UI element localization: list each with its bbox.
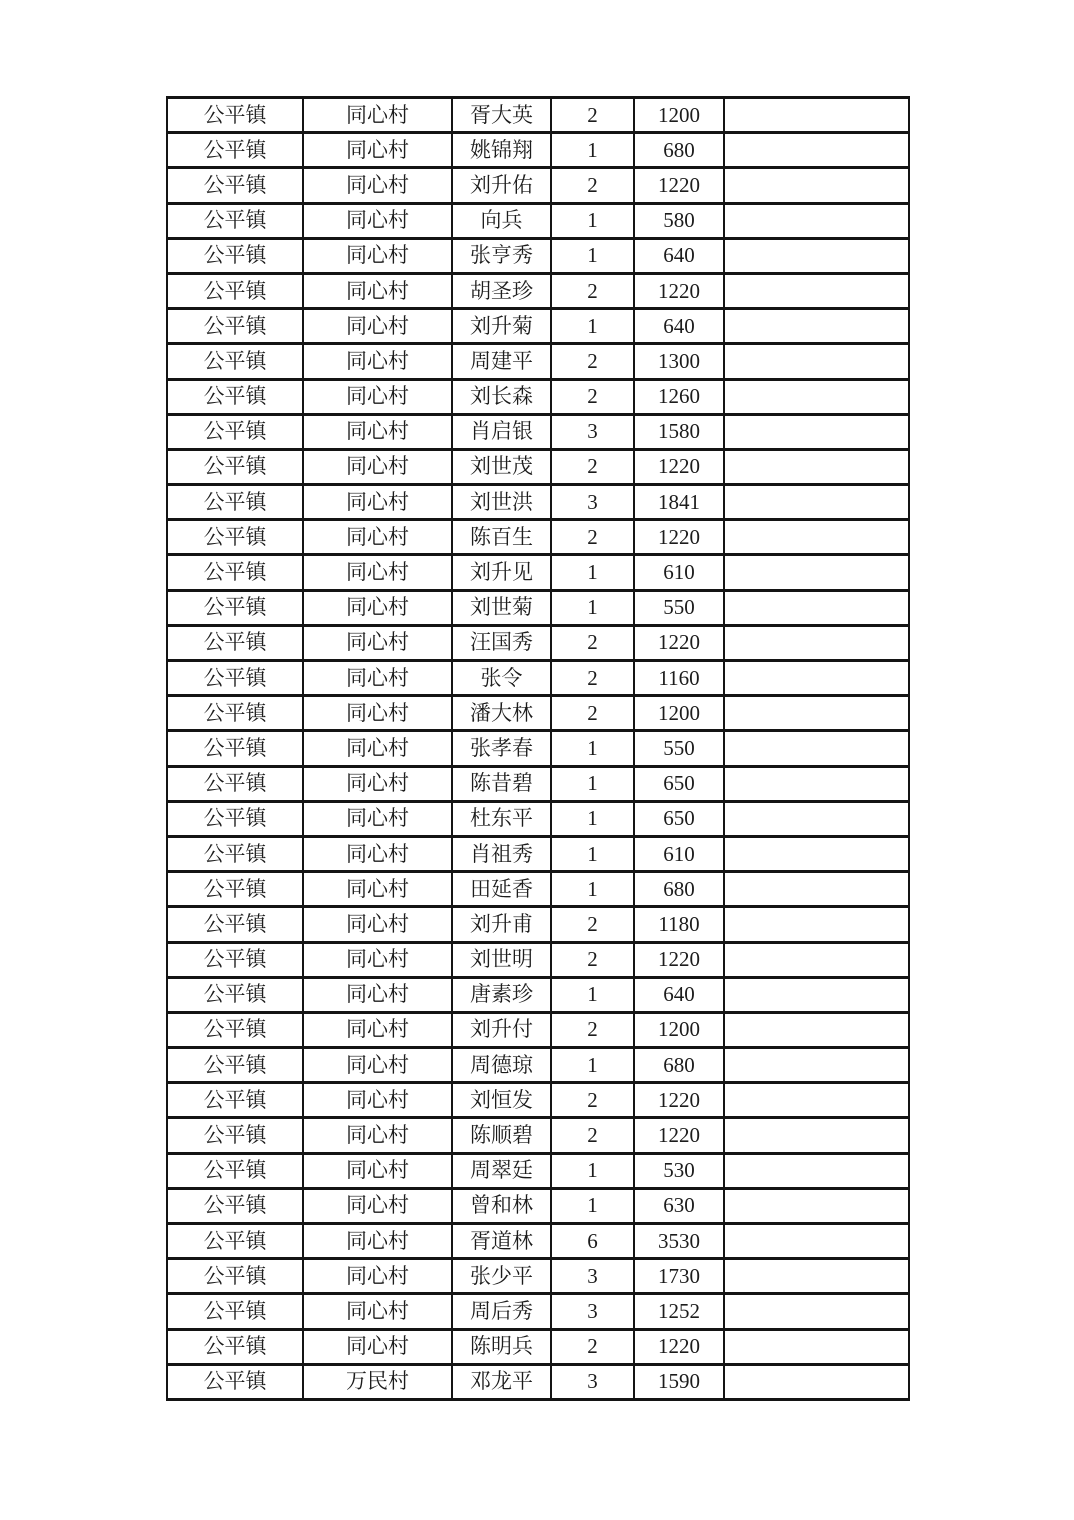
cell-person-name: 周建平: [452, 344, 551, 379]
cell-note: [724, 907, 909, 942]
cell-amount: 1200: [634, 696, 724, 731]
table-row: [167, 766, 909, 801]
cell-amount: 680: [634, 1048, 724, 1083]
cell-village: 万民村: [303, 1364, 452, 1399]
cell-amount: 550: [634, 590, 724, 625]
cell-amount: 1200: [634, 1012, 724, 1047]
table-row: [167, 414, 909, 449]
cell-people-count: 6: [551, 1224, 634, 1259]
cell-note: [724, 590, 909, 625]
cell-note: [724, 344, 909, 379]
cell-person-name: 曾和林: [452, 1188, 551, 1223]
table-row: [167, 238, 909, 273]
records-table: [166, 96, 910, 1401]
cell-note: [724, 133, 909, 168]
table-row: [167, 309, 909, 344]
cell-village: 同心村: [303, 133, 452, 168]
cell-people-count: 2: [551, 520, 634, 555]
cell-person-name: 邓龙平: [452, 1364, 551, 1399]
cell-village: 同心村: [303, 273, 452, 308]
cell-person-name: 杜东平: [452, 801, 551, 836]
cell-amount: 1160: [634, 661, 724, 696]
cell-village: 同心村: [303, 1153, 452, 1188]
cell-people-count: 3: [551, 414, 634, 449]
cell-amount: 1220: [634, 1083, 724, 1118]
cell-people-count: 2: [551, 625, 634, 660]
cell-town: 公平镇: [167, 801, 303, 836]
cell-note: [724, 1153, 909, 1188]
cell-people-count: 1: [551, 872, 634, 907]
cell-person-name: 张令: [452, 661, 551, 696]
cell-town: 公平镇: [167, 379, 303, 414]
table-row: [167, 1188, 909, 1223]
cell-village: 同心村: [303, 485, 452, 520]
cell-note: [724, 238, 909, 273]
cell-person-name: 陈昔碧: [452, 766, 551, 801]
cell-person-name: 张亨秀: [452, 238, 551, 273]
cell-village: 同心村: [303, 1118, 452, 1153]
cell-people-count: 3: [551, 485, 634, 520]
table-row: [167, 485, 909, 520]
cell-village: 同心村: [303, 1012, 452, 1047]
cell-note: [724, 625, 909, 660]
cell-people-count: 2: [551, 449, 634, 484]
cell-village: 同心村: [303, 1224, 452, 1259]
cell-note: [724, 696, 909, 731]
cell-amount: 1220: [634, 168, 724, 203]
cell-people-count: 2: [551, 1118, 634, 1153]
cell-town: 公平镇: [167, 485, 303, 520]
cell-amount: 1590: [634, 1364, 724, 1399]
cell-note: [724, 98, 909, 133]
cell-note: [724, 872, 909, 907]
cell-people-count: 2: [551, 1083, 634, 1118]
cell-person-name: 刘世菊: [452, 590, 551, 625]
cell-town: 公平镇: [167, 520, 303, 555]
cell-note: [724, 942, 909, 977]
cell-person-name: 刘升菊: [452, 309, 551, 344]
cell-people-count: 1: [551, 590, 634, 625]
cell-person-name: 刘世洪: [452, 485, 551, 520]
cell-town: 公平镇: [167, 133, 303, 168]
cell-people-count: 1: [551, 1153, 634, 1188]
cell-people-count: 2: [551, 661, 634, 696]
cell-people-count: 2: [551, 942, 634, 977]
cell-town: 公平镇: [167, 414, 303, 449]
table-row: [167, 590, 909, 625]
cell-person-name: 刘世明: [452, 942, 551, 977]
cell-village: 同心村: [303, 766, 452, 801]
cell-person-name: 肖启银: [452, 414, 551, 449]
table-row: [167, 731, 909, 766]
cell-note: [724, 1259, 909, 1294]
cell-village: 同心村: [303, 98, 452, 133]
cell-town: 公平镇: [167, 1083, 303, 1118]
cell-amount: 680: [634, 872, 724, 907]
table-row: [167, 273, 909, 308]
cell-note: [724, 1364, 909, 1399]
cell-town: 公平镇: [167, 1012, 303, 1047]
cell-village: 同心村: [303, 801, 452, 836]
table-row: [167, 1224, 909, 1259]
cell-note: [724, 1118, 909, 1153]
table-row: [167, 555, 909, 590]
cell-village: 同心村: [303, 942, 452, 977]
cell-amount: 640: [634, 977, 724, 1012]
cell-town: 公平镇: [167, 309, 303, 344]
cell-village: 同心村: [303, 1083, 452, 1118]
cell-people-count: 1: [551, 801, 634, 836]
cell-people-count: 2: [551, 168, 634, 203]
cell-village: 同心村: [303, 203, 452, 238]
cell-town: 公平镇: [167, 1364, 303, 1399]
cell-people-count: 2: [551, 273, 634, 308]
cell-town: 公平镇: [167, 273, 303, 308]
cell-town: 公平镇: [167, 590, 303, 625]
cell-person-name: 周翠廷: [452, 1153, 551, 1188]
cell-note: [724, 168, 909, 203]
cell-town: 公平镇: [167, 1224, 303, 1259]
cell-town: 公平镇: [167, 238, 303, 273]
cell-amount: 680: [634, 133, 724, 168]
cell-village: 同心村: [303, 661, 452, 696]
cell-amount: 650: [634, 766, 724, 801]
cell-town: 公平镇: [167, 1259, 303, 1294]
cell-village: 同心村: [303, 731, 452, 766]
cell-amount: 610: [634, 555, 724, 590]
cell-town: 公平镇: [167, 696, 303, 731]
cell-village: 同心村: [303, 555, 452, 590]
cell-village: 同心村: [303, 1188, 452, 1223]
cell-note: [724, 1329, 909, 1364]
cell-town: 公平镇: [167, 625, 303, 660]
cell-person-name: 潘大林: [452, 696, 551, 731]
table-row: [167, 203, 909, 238]
cell-person-name: 周德琼: [452, 1048, 551, 1083]
cell-amount: 1220: [634, 1118, 724, 1153]
cell-amount: 1260: [634, 379, 724, 414]
cell-town: 公平镇: [167, 1153, 303, 1188]
cell-note: [724, 731, 909, 766]
cell-town: 公平镇: [167, 168, 303, 203]
cell-amount: 630: [634, 1188, 724, 1223]
cell-town: 公平镇: [167, 766, 303, 801]
cell-people-count: 2: [551, 1329, 634, 1364]
cell-person-name: 胥大英: [452, 98, 551, 133]
cell-people-count: 1: [551, 1188, 634, 1223]
cell-village: 同心村: [303, 449, 452, 484]
cell-note: [724, 203, 909, 238]
cell-amount: 1220: [634, 625, 724, 660]
cell-people-count: 3: [551, 1364, 634, 1399]
cell-town: 公平镇: [167, 344, 303, 379]
cell-amount: 1300: [634, 344, 724, 379]
cell-town: 公平镇: [167, 555, 303, 590]
cell-people-count: 2: [551, 98, 634, 133]
table-row: [167, 1259, 909, 1294]
cell-village: 同心村: [303, 907, 452, 942]
cell-village: 同心村: [303, 836, 452, 871]
cell-town: 公平镇: [167, 1294, 303, 1329]
cell-person-name: 陈百生: [452, 520, 551, 555]
cell-person-name: 唐素珍: [452, 977, 551, 1012]
cell-amount: 1220: [634, 1329, 724, 1364]
cell-person-name: 汪国秀: [452, 625, 551, 660]
cell-amount: 1730: [634, 1259, 724, 1294]
cell-town: 公平镇: [167, 1118, 303, 1153]
cell-town: 公平镇: [167, 98, 303, 133]
cell-people-count: 1: [551, 1048, 634, 1083]
table-row: [167, 449, 909, 484]
table-row: [167, 1294, 909, 1329]
cell-person-name: 刘长森: [452, 379, 551, 414]
cell-people-count: 1: [551, 238, 634, 273]
table-row: [167, 872, 909, 907]
cell-note: [724, 520, 909, 555]
table-row: [167, 520, 909, 555]
cell-village: 同心村: [303, 977, 452, 1012]
cell-note: [724, 1048, 909, 1083]
cell-amount: 1200: [634, 98, 724, 133]
cell-amount: 640: [634, 238, 724, 273]
cell-note: [724, 273, 909, 308]
cell-person-name: 陈顺碧: [452, 1118, 551, 1153]
cell-people-count: 1: [551, 766, 634, 801]
cell-note: [724, 1294, 909, 1329]
cell-note: [724, 1083, 909, 1118]
cell-village: 同心村: [303, 379, 452, 414]
table-row: [167, 1118, 909, 1153]
cell-village: 同心村: [303, 1329, 452, 1364]
cell-town: 公平镇: [167, 1188, 303, 1223]
cell-amount: 530: [634, 1153, 724, 1188]
cell-village: 同心村: [303, 696, 452, 731]
cell-town: 公平镇: [167, 836, 303, 871]
cell-people-count: 1: [551, 977, 634, 1012]
cell-people-count: 2: [551, 379, 634, 414]
table-row: [167, 696, 909, 731]
cell-village: 同心村: [303, 872, 452, 907]
cell-amount: 640: [634, 309, 724, 344]
cell-town: 公平镇: [167, 661, 303, 696]
cell-amount: 3530: [634, 1224, 724, 1259]
cell-people-count: 1: [551, 203, 634, 238]
cell-town: 公平镇: [167, 1048, 303, 1083]
cell-people-count: 2: [551, 344, 634, 379]
cell-people-count: 1: [551, 836, 634, 871]
table-row: [167, 625, 909, 660]
cell-person-name: 刘升见: [452, 555, 551, 590]
cell-people-count: 2: [551, 696, 634, 731]
cell-note: [724, 1224, 909, 1259]
cell-village: 同心村: [303, 414, 452, 449]
cell-village: 同心村: [303, 344, 452, 379]
table-row: [167, 977, 909, 1012]
cell-note: [724, 977, 909, 1012]
cell-village: 同心村: [303, 590, 452, 625]
table-row: [167, 836, 909, 871]
table-row: [167, 133, 909, 168]
cell-people-count: 1: [551, 555, 634, 590]
cell-people-count: 2: [551, 907, 634, 942]
cell-people-count: 1: [551, 133, 634, 168]
cell-note: [724, 309, 909, 344]
cell-person-name: 姚锦翔: [452, 133, 551, 168]
cell-village: 同心村: [303, 625, 452, 660]
cell-village: 同心村: [303, 1294, 452, 1329]
cell-people-count: 2: [551, 1012, 634, 1047]
cell-note: [724, 555, 909, 590]
cell-people-count: 1: [551, 731, 634, 766]
cell-town: 公平镇: [167, 907, 303, 942]
cell-amount: 610: [634, 836, 724, 871]
cell-note: [724, 379, 909, 414]
cell-town: 公平镇: [167, 203, 303, 238]
cell-village: 同心村: [303, 238, 452, 273]
cell-town: 公平镇: [167, 449, 303, 484]
table-row: [167, 1048, 909, 1083]
cell-person-name: 刘升甫: [452, 907, 551, 942]
table-row: [167, 1153, 909, 1188]
table-row: [167, 907, 909, 942]
cell-person-name: 肖祖秀: [452, 836, 551, 871]
cell-village: 同心村: [303, 1048, 452, 1083]
cell-person-name: 刘升佑: [452, 168, 551, 203]
table-row: [167, 1364, 909, 1399]
cell-note: [724, 1188, 909, 1223]
cell-note: [724, 801, 909, 836]
cell-person-name: 张少平: [452, 1259, 551, 1294]
cell-person-name: 刘升付: [452, 1012, 551, 1047]
cell-note: [724, 485, 909, 520]
cell-amount: 1220: [634, 273, 724, 308]
cell-person-name: 刘恒发: [452, 1083, 551, 1118]
cell-person-name: 刘世茂: [452, 449, 551, 484]
table-row: [167, 1012, 909, 1047]
cell-amount: 580: [634, 203, 724, 238]
cell-note: [724, 661, 909, 696]
cell-town: 公平镇: [167, 942, 303, 977]
cell-note: [724, 414, 909, 449]
cell-person-name: 胡圣珍: [452, 273, 551, 308]
cell-amount: 1220: [634, 449, 724, 484]
cell-amount: 1220: [634, 520, 724, 555]
cell-town: 公平镇: [167, 731, 303, 766]
cell-people-count: 1: [551, 309, 634, 344]
cell-person-name: 田延香: [452, 872, 551, 907]
cell-town: 公平镇: [167, 872, 303, 907]
cell-amount: 1252: [634, 1294, 724, 1329]
table-row: [167, 379, 909, 414]
cell-amount: 650: [634, 801, 724, 836]
table-row: [167, 1083, 909, 1118]
table-row: [167, 1329, 909, 1364]
cell-amount: 1220: [634, 942, 724, 977]
table-row: [167, 344, 909, 379]
table-row: [167, 98, 909, 133]
cell-note: [724, 1012, 909, 1047]
cell-amount: 1580: [634, 414, 724, 449]
cell-village: 同心村: [303, 520, 452, 555]
cell-amount: 1841: [634, 485, 724, 520]
table-body: [167, 98, 909, 1400]
cell-person-name: 张孝春: [452, 731, 551, 766]
cell-person-name: 胥道林: [452, 1224, 551, 1259]
cell-people-count: 3: [551, 1294, 634, 1329]
cell-town: 公平镇: [167, 1329, 303, 1364]
cell-note: [724, 449, 909, 484]
table-row: [167, 942, 909, 977]
cell-note: [724, 836, 909, 871]
cell-village: 同心村: [303, 168, 452, 203]
cell-amount: 550: [634, 731, 724, 766]
cell-note: [724, 766, 909, 801]
cell-person-name: 周后秀: [452, 1294, 551, 1329]
cell-village: 同心村: [303, 1259, 452, 1294]
table-row: [167, 168, 909, 203]
table-row: [167, 801, 909, 836]
cell-person-name: 陈明兵: [452, 1329, 551, 1364]
cell-people-count: 3: [551, 1259, 634, 1294]
table-row: [167, 661, 909, 696]
cell-amount: 1180: [634, 907, 724, 942]
cell-town: 公平镇: [167, 977, 303, 1012]
cell-village: 同心村: [303, 309, 452, 344]
cell-person-name: 向兵: [452, 203, 551, 238]
